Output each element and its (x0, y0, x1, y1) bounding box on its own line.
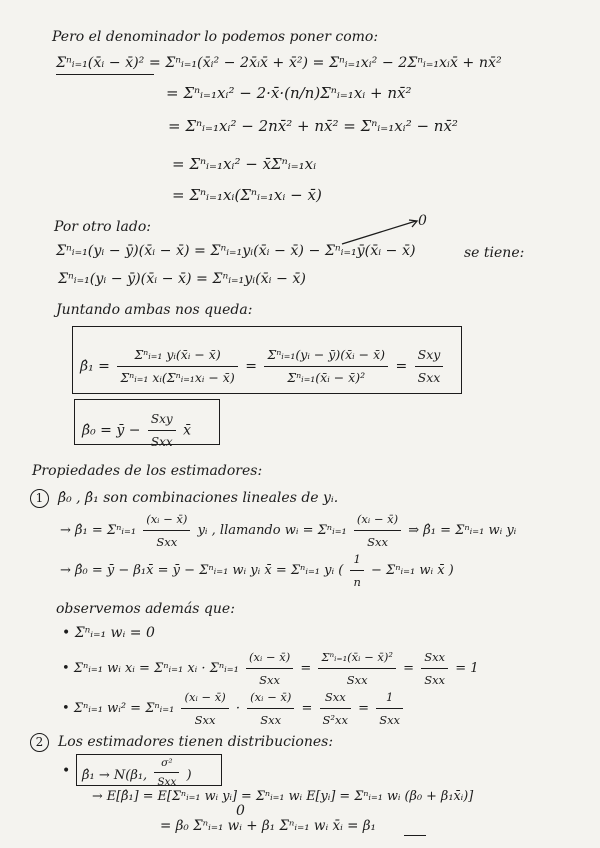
p1-l2-fraction (350, 550, 363, 591)
p1-l1-num-1: (xᵢ − x̄) (143, 510, 190, 531)
beta1-fraction-1 (117, 346, 237, 387)
dist-fraction (154, 754, 179, 791)
beta1-fraction-2 (264, 346, 388, 387)
o3-fraction-1 (181, 688, 228, 729)
o3-den-4: Sxx (379, 713, 401, 727)
equation-line-2: = Σⁿᵢ₌₁xᵢ² − 2·x̄·(n/n)Σⁿᵢ₌₁xᵢ + nx̄² (166, 84, 412, 102)
equation-line-6: Σⁿᵢ₌₁(yᵢ − ȳ)(x̄ᵢ − x̄) = Σⁿᵢ₌₁yᵢ(x̄ᵢ − x̄) − Σⁿᵢ₌₁ȳ(x̄ᵢ − x̄) (56, 243, 416, 259)
beta1-formula: β̂₁ = $\frac{\text{Σⁿᵢ₌₁ yᵢ(x̄ᵢ − x̄)}}{\text{Σⁿᵢ₌₁ xᵢ(Σⁿᵢ₌₁xᵢ − x̄)}}$ = $\frac{\text{Σⁿᵢ₌₁(yᵢ − ȳ)(x̄ᵢ − x̄)}}{\text{Σⁿᵢ₌₁(x̄ᵢ − x̄)²}}$ = $\frac{\text{Sxy}}{\text{Sxx}}$ (80, 346, 446, 387)
se-tiene-text: se tiene: (464, 245, 525, 261)
observemos-text: observemos además que: (56, 601, 235, 617)
otro-lado-text: Por otro lado: (54, 219, 151, 235)
beta0-lhs: β̂₀ = ȳ − (82, 422, 141, 439)
o2-num-2: Σⁿᵢ₌₁(x̄ᵢ − x̄)² (318, 648, 396, 669)
beta0-formula (82, 410, 191, 451)
beta1-den-2: Σⁿᵢ₌₁(x̄ᵢ − x̄)² (287, 370, 366, 385)
o3-num-1: (xᵢ − x̄) (181, 688, 228, 709)
propiedades-heading: Propiedades de los estimadores: (32, 463, 263, 479)
p1-l1-den-1: Sxx (156, 535, 178, 549)
property-2-text: Los estimadores tienen distribuciones: (58, 734, 334, 750)
o2-den-1: Sxx (259, 673, 281, 687)
dist-part-a: β̂₁ → N(β₁, (82, 768, 148, 783)
o3-num-4: 1 (376, 688, 403, 709)
observation-1: • Σⁿᵢ₌₁ wᵢ = 0 (62, 625, 155, 641)
observation-2: • Σⁿᵢ₌₁ wᵢ xᵢ = Σⁿᵢ₌₁ xᵢ · Σⁿᵢ₌₁ $\frac{\text{(xᵢ − x̄)}}{\text{Sxx}}$ = $\frac{\text{Σⁿᵢ₌₁(x̄ᵢ − x̄)²}}{\text{Sxx}}$ = $\frac{\text{Sxx}}{\text{Sxx}}$ = 1 (62, 650, 479, 687)
beta1-num-3: Sxy (415, 346, 444, 367)
p1-l1-fraction-1 (143, 510, 190, 551)
p1-l2-den: n (353, 575, 361, 589)
o2-num-1: (xᵢ − x̄) (246, 648, 293, 669)
beta0-den: Sxx (150, 435, 173, 449)
property-1-line-2 (60, 550, 454, 591)
property-2-bullet: • (62, 763, 71, 779)
o2-fraction-2 (318, 648, 396, 689)
property-1-line-1 (60, 510, 516, 551)
p1-l2-part-b: − Σⁿᵢ₌₁ wᵢ x̄ ) (371, 563, 454, 578)
beta1-fraction-3 (415, 346, 444, 387)
o2-den-3: Sxx (424, 673, 446, 687)
dist-den: Sxx (157, 776, 177, 788)
o2-num-3: Sxx (421, 648, 448, 669)
o3-num-3: Sxx (320, 688, 351, 709)
equation-line-7: Σⁿᵢ₌₁(yᵢ − ȳ)(x̄ᵢ − x̄) = Σⁿᵢ₌₁yᵢ(x̄ᵢ − x̄) (58, 271, 306, 287)
beta0-tail: x̄ (183, 422, 192, 439)
o3-den-1: Sxx (194, 713, 216, 727)
beta1-lhs: β̂₁ = (80, 358, 110, 375)
o3-den-3: S²xx (322, 713, 348, 727)
p1-l1-den-2: Sxx (367, 535, 388, 549)
p1-l1-part-c: ⇒ β̂₁ = Σⁿᵢ₌₁ wᵢ yᵢ (408, 523, 517, 538)
dist-num: σ² (154, 754, 179, 773)
beta0-num: Sxy (148, 410, 176, 431)
o3-den-2: Sxx (260, 713, 282, 727)
expectation-line-2: = β₀ Σⁿᵢ₌₁ wᵢ + β₁ Σⁿᵢ₌₁ wᵢ x̄ᵢ = β₁ (160, 818, 376, 834)
beta1-num-1: Σⁿᵢ₌₁ yᵢ(x̄ᵢ − x̄) (117, 346, 237, 367)
expectation-line-1: → E[β̂₁] = E[Σⁿᵢ₌₁ wᵢ yᵢ] = Σⁿᵢ₌₁ wᵢ E[yᵢ] = Σⁿᵢ₌₁ wᵢ (β₀ + β₁x̄ᵢ)] (92, 789, 474, 804)
beta1-den-1: Σⁿᵢ₌₁ xᵢ(Σⁿᵢ₌₁xᵢ − x̄) (120, 370, 235, 385)
o3-fraction-3 (320, 688, 351, 729)
distribution-formula (82, 757, 192, 791)
intro-text: Pero el denominador lo podemos poner como: (52, 29, 379, 45)
juntando-text: Juntando ambas nos queda: (56, 302, 253, 318)
o2-fraction-1 (246, 648, 293, 689)
equation-line-3: = Σⁿᵢ₌₁xᵢ² − 2nx̄² + nx̄² = Σⁿᵢ₌₁xᵢ² − nx̄² (168, 117, 458, 135)
property-1-number: 1 (30, 489, 49, 508)
p1-l1-num-2: (xᵢ − x̄) (354, 510, 401, 531)
beta1-den-3: Sxx (417, 370, 441, 385)
underline-lhs (56, 74, 154, 75)
o2-end: = 1 (455, 661, 479, 676)
o2-part-a: • Σⁿᵢ₌₁ wᵢ xᵢ = Σⁿᵢ₌₁ xᵢ · Σⁿᵢ₌₁ (62, 661, 239, 676)
dist-part-b: ) (186, 768, 192, 783)
zero-annotation: 0 (418, 213, 427, 229)
equation-line-5: = Σⁿᵢ₌₁xᵢ(Σⁿᵢ₌₁xᵢ − x̄) (172, 186, 322, 204)
p1-l1-part-b: yᵢ , llamando wᵢ = Σⁿᵢ₌₁ (197, 523, 347, 538)
o3-part-a: • Σⁿᵢ₌₁ wᵢ² = Σⁿᵢ₌₁ (62, 701, 175, 716)
result-underline (404, 835, 426, 836)
property-2-number: 2 (30, 733, 49, 752)
p1-l2-part-a: → β̂₀ = ȳ − β₁x̄ = ȳ − Σⁿᵢ₌₁ wᵢ yᵢ x̄ = Σⁿᵢ₌₁ yᵢ ( (60, 563, 344, 578)
o2-den-2: Sxx (346, 673, 368, 687)
o3-fraction-4 (376, 688, 403, 729)
equation-line-1: Σⁿᵢ₌₁(x̄ᵢ − x̄)² = Σⁿᵢ₌₁(x̄ᵢ² − 2x̄ᵢx̄ + x̄²) = Σⁿᵢ₌₁xᵢ² − 2Σⁿᵢ₌₁xᵢx̄ + nx̄² (56, 55, 502, 71)
beta0-fraction (148, 410, 176, 451)
p1-l2-num: 1 (350, 550, 363, 571)
expectation-zero-mark: 0 (236, 803, 245, 819)
property-1-text: β̂₀ , β̂₁ son combinaciones lineales de yᵢ. (58, 490, 339, 506)
p1-l1-part-a: → β̂₁ = Σⁿᵢ₌₁ (60, 523, 137, 538)
o3-num-2: (xᵢ − x̄) (247, 688, 294, 709)
beta1-num-2: Σⁿᵢ₌₁(yᵢ − ȳ)(x̄ᵢ − x̄) (264, 346, 388, 367)
o2-equals: = (300, 661, 312, 676)
equation-line-4: = Σⁿᵢ₌₁xᵢ² − x̄Σⁿᵢ₌₁xᵢ (172, 155, 317, 173)
o3-fraction-2 (247, 688, 294, 729)
p1-l1-fraction-2 (354, 510, 401, 551)
o2-fraction-3 (421, 648, 448, 689)
observation-3: • Σⁿᵢ₌₁ wᵢ² = Σⁿᵢ₌₁ $\frac{\text{(xᵢ − x̄)}}{\text{Sxx}}$ · $\frac{\text{(xᵢ − x̄)}}{\text{Sxx}}$ = $\frac{\text{Sxx}}{\text{S²xx}}$ = $\frac{1}{\text{Sxx}}$ (62, 688, 406, 729)
